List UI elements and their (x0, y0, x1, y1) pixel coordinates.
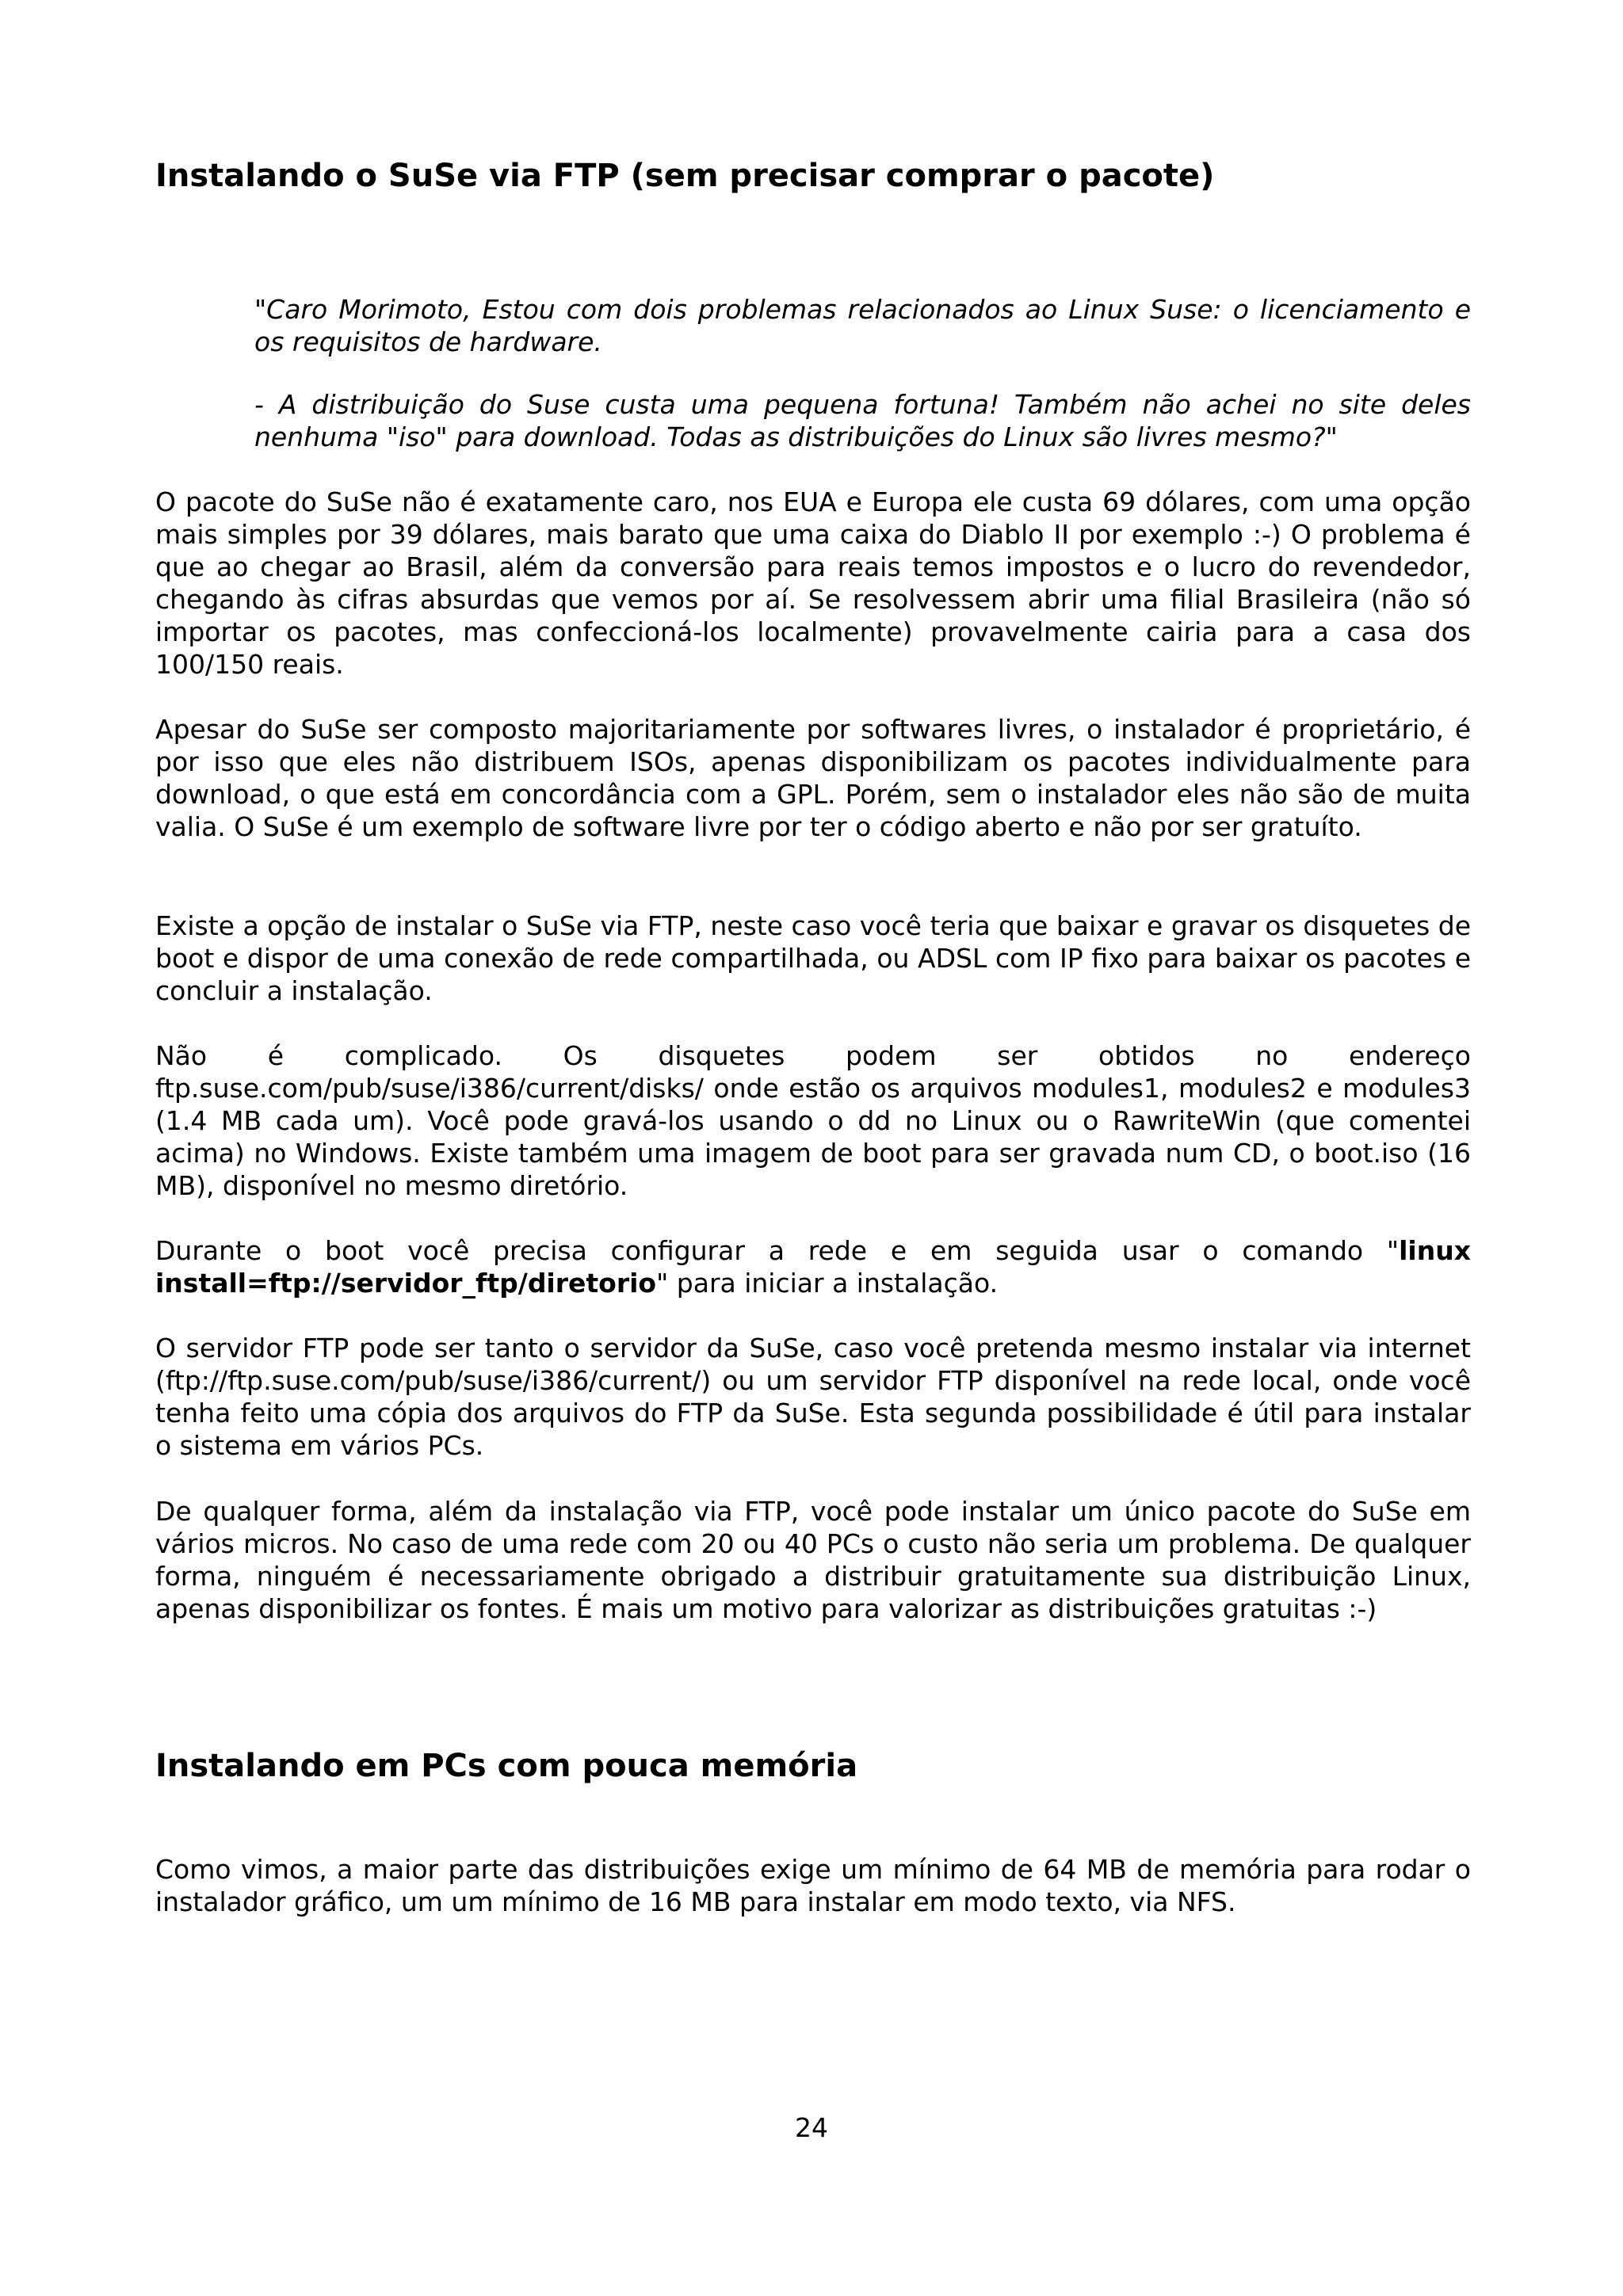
paragraph-multiple-installs: De qualquer forma, além da instalação via FTP, você pode instalar um único pacote do SuSe em vários micros. No caso de uma rede com 20 ou 40 PCs o custo não seria um problema. De qualquer forma, ninguém é necessariamente obrigado a distribuir gratuitamente sua distribuição Linux, apenas disponibilizar os fontes. É mais um motivo para valorizar as distribuições gratuitas :-) (155, 1496, 1471, 1624)
boot-command-intro: Durante o boot você precisa configurar a rede e em seguida usar o comando " (155, 1235, 1400, 1266)
section-heading-suse-ftp: Instalando o SuSe via FTP (sem precisar comprar o pacote) (155, 158, 1215, 194)
paragraph-boot-command (155, 1234, 1471, 1299)
paragraph-ftp-option: Existe a opção de instalar o SuSe via FTP, neste caso você teria que baixar e gravar os disquetes de boot e dispor de uma conexão de rede compartilhada, ou ADSL com IP fixo para baixar os pacotes e concluir a instalação. (155, 910, 1471, 1006)
paragraph-boot-disks (155, 1039, 1471, 1202)
reader-quote-paragraph-2: - A distribuição do Suse custa uma pequena fortuna! Também não achei no site deles nenhuma "iso" para download. Todas as distribuições do Linux são livres mesmo?" (254, 389, 1471, 452)
boot-command-code: linux install=ftp://servidor_ftp/diretorio (155, 1235, 1471, 1299)
paragraph-suse-price: O pacote do SuSe não é exatamente caro, nos EUA e Europa ele custa 69 dólares, com uma opção mais simples por 39 dólares, mais barato que uma caixa do Diablo II por exemplo :-) O problema é que ao chegar ao Brasil, além da conversão para reais temos impostos e o lucro do revendedor, chegando às cifras absurdas que vemos por aí. Se resolvessem abrir uma filial Brasileira (não só importar os pacotes, mas confeccioná-los localmente) provavelmente cairia para a casa dos 100/150 reais. (155, 486, 1471, 680)
section-heading-low-memory: Instalando em PCs com pouca memória (155, 1748, 858, 1784)
paragraph-memory-requirements: Como vimos, a maior parte das distribuições exige um mínimo de 64 MB de memória para rodar o instalador gráfico, um um mínimo de 16 MB para instalar em modo texto, via NFS. (155, 1854, 1471, 1917)
paragraph-suse-installer: Apesar do SuSe ser composto majoritariamente por softwares livres, o instalador é proprietário, é por isso que eles não distribuem ISOs, apenas disponibilizam os pacotes individualmente para download, o que está em concordância com a GPL. Porém, sem o instalador eles não são de muita valia. O SuSe é um exemplo de software livre por ter o código aberto e não por ser gratuíto. (155, 714, 1471, 842)
page-number: 24 (795, 2112, 828, 2143)
paragraph-boot-disks-line1: Não é complicado. Os disquetes podem ser obtidos no endereço (155, 1040, 1471, 1071)
reader-quote-paragraph-1: "Caro Morimoto, Estou com dois problemas relacionados ao Linux Suse: o licenciamento e os requisitos de hardware. (254, 294, 1471, 357)
paragraph-ftp-server: O servidor FTP pode ser tanto o servidor da SuSe, caso você pretenda mesmo instalar via internet (ftp://ftp.suse.com/pub/suse/i386/current/) ou um servidor FTP disponível na rede local, onde você tenha feito uma cópia dos arquivos do FTP da SuSe. Esta segunda possibilidade é útil para instalar o sistema em vários PCs. (155, 1333, 1471, 1461)
paragraph-boot-disks-rest: ftp.suse.com/pub/suse/i386/current/disks/ onde estão os arquivos modules1, modules2 e modules3 (1.4 MB cada um). Você pode gravá-los usando o dd no Linux ou o RawriteWin (que comentei acima) no Windows. Existe também uma imagem de boot para ser gravada num CD, o boot.iso (16 MB), disponível no mesmo diretório. (155, 1073, 1471, 1201)
boot-command-outro: " para iniciar a instalação. (656, 1268, 999, 1299)
